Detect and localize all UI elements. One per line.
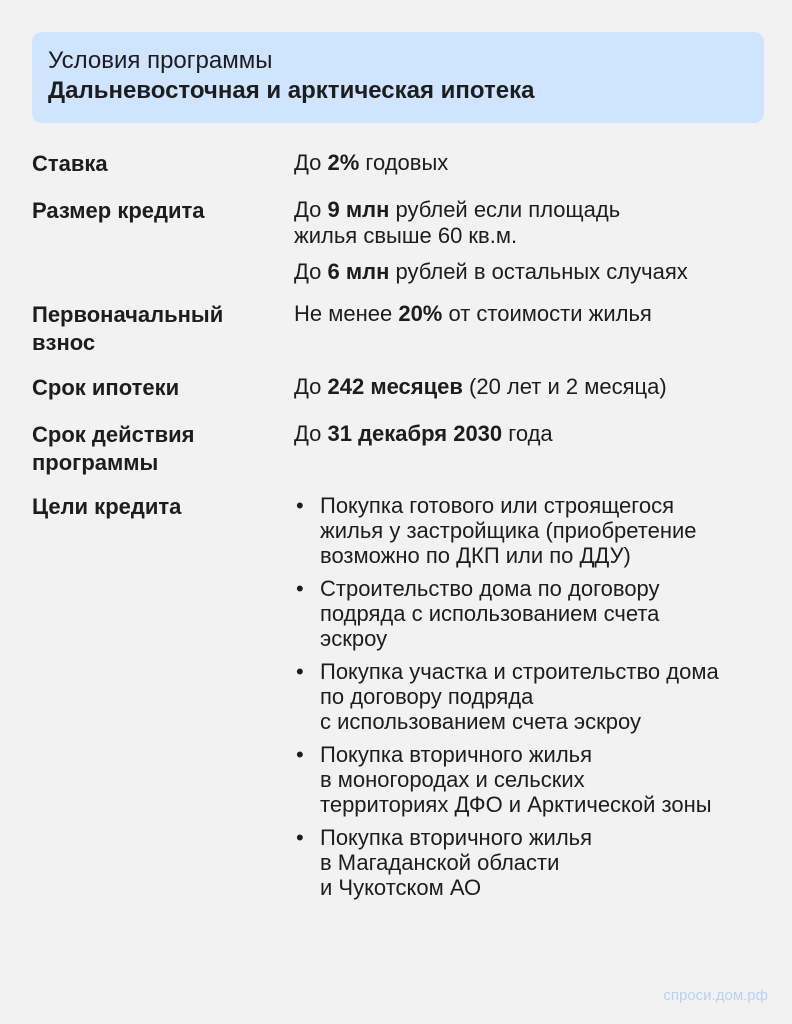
down-payment-label-line2: взнос xyxy=(32,330,96,355)
bullet-icon: • xyxy=(296,659,304,684)
validity-label-line1: Срок действия xyxy=(32,422,195,447)
loan-size-p2-bold: 6 млн xyxy=(327,259,390,284)
loan-size-para-2 xyxy=(294,259,774,285)
down-payment-label xyxy=(32,301,282,357)
loan-size-p1-pre: До xyxy=(294,197,328,222)
down-payment-bold: 20% xyxy=(398,301,443,326)
goals-label: Цели кредита xyxy=(32,494,182,519)
down-payment-post: от стоимости жилья xyxy=(442,301,652,326)
validity-label xyxy=(32,421,282,477)
goal-line: подряда с использованием счета xyxy=(320,601,660,626)
goal-line: Покупка готового или строящегося xyxy=(320,493,674,518)
list-item xyxy=(294,493,792,568)
loan-size-label: Размер кредита xyxy=(32,198,205,223)
bullet-icon: • xyxy=(296,825,304,850)
header-title: Дальневосточная и арктическая ипотека xyxy=(48,77,535,104)
term-pre: До xyxy=(294,374,328,399)
goal-line: Покупка вторичного жилья xyxy=(320,742,593,767)
term-label: Срок ипотеки xyxy=(32,375,180,400)
goal-line: территориях ДФО и Арктической зоны xyxy=(320,792,712,817)
loan-size-p1-post: рублей если площадь xyxy=(389,197,621,222)
goal-line: с использованием счета эскроу xyxy=(320,709,641,734)
goal-line: Строительство дома по договору xyxy=(320,576,660,601)
down-payment-pre: Не менее xyxy=(294,301,399,326)
loan-size-value xyxy=(294,197,774,285)
goals-list xyxy=(294,493,792,900)
loan-size-p2-post: рублей в остальных случаях xyxy=(389,259,688,284)
header-subtitle: Условия программы xyxy=(48,47,273,74)
rate-label: Ставка xyxy=(32,151,108,176)
list-item xyxy=(294,659,792,734)
validity-label-line2: программы xyxy=(32,450,159,475)
list-item xyxy=(294,742,792,817)
loan-size-p1-line2: жилья свыше 60 кв.м. xyxy=(294,223,518,248)
goal-line: Покупка вторичного жилья xyxy=(320,825,593,850)
list-item xyxy=(294,576,792,651)
header-banner xyxy=(32,32,764,123)
term-bold: 242 месяцев xyxy=(327,374,463,399)
bullet-icon: • xyxy=(296,742,304,767)
list-item xyxy=(294,825,792,900)
footer-watermark: спроси.дом.рф xyxy=(663,987,768,1004)
term-post: (20 лет и 2 месяца) xyxy=(462,374,667,399)
goal-line: по договору подряда xyxy=(320,684,534,709)
goal-line: Покупка участка и строительство дома xyxy=(320,659,719,684)
loan-size-para-1 xyxy=(294,197,774,249)
goal-line: возможно по ДКП или по ДДУ) xyxy=(320,543,631,568)
rate-value xyxy=(294,150,774,176)
term-value xyxy=(294,374,774,400)
goal-line: в Магаданской области xyxy=(320,850,560,875)
down-payment-label-line1: Первоначальный xyxy=(32,302,224,327)
goal-line: эскроу xyxy=(320,626,388,651)
goals-value xyxy=(294,493,792,908)
loan-size-p1-bold: 9 млн xyxy=(327,197,390,222)
rate-pre: До xyxy=(294,150,328,175)
rate-post: годовых xyxy=(359,150,449,175)
goal-line: и Чукотском АО xyxy=(320,875,482,900)
goal-line: жилья у застройщика (приобретение xyxy=(320,518,697,543)
validity-value xyxy=(294,421,774,447)
rate-bold: 2% xyxy=(327,150,360,175)
validity-post: года xyxy=(502,421,553,446)
bullet-icon: • xyxy=(296,493,304,518)
loan-size-p2-pre: До xyxy=(294,259,328,284)
validity-pre: До xyxy=(294,421,328,446)
validity-bold: 31 декабря 2030 xyxy=(327,421,503,446)
bullet-icon: • xyxy=(296,576,304,601)
goal-line: в моногородах и сельских xyxy=(320,767,585,792)
down-payment-value xyxy=(294,301,774,327)
